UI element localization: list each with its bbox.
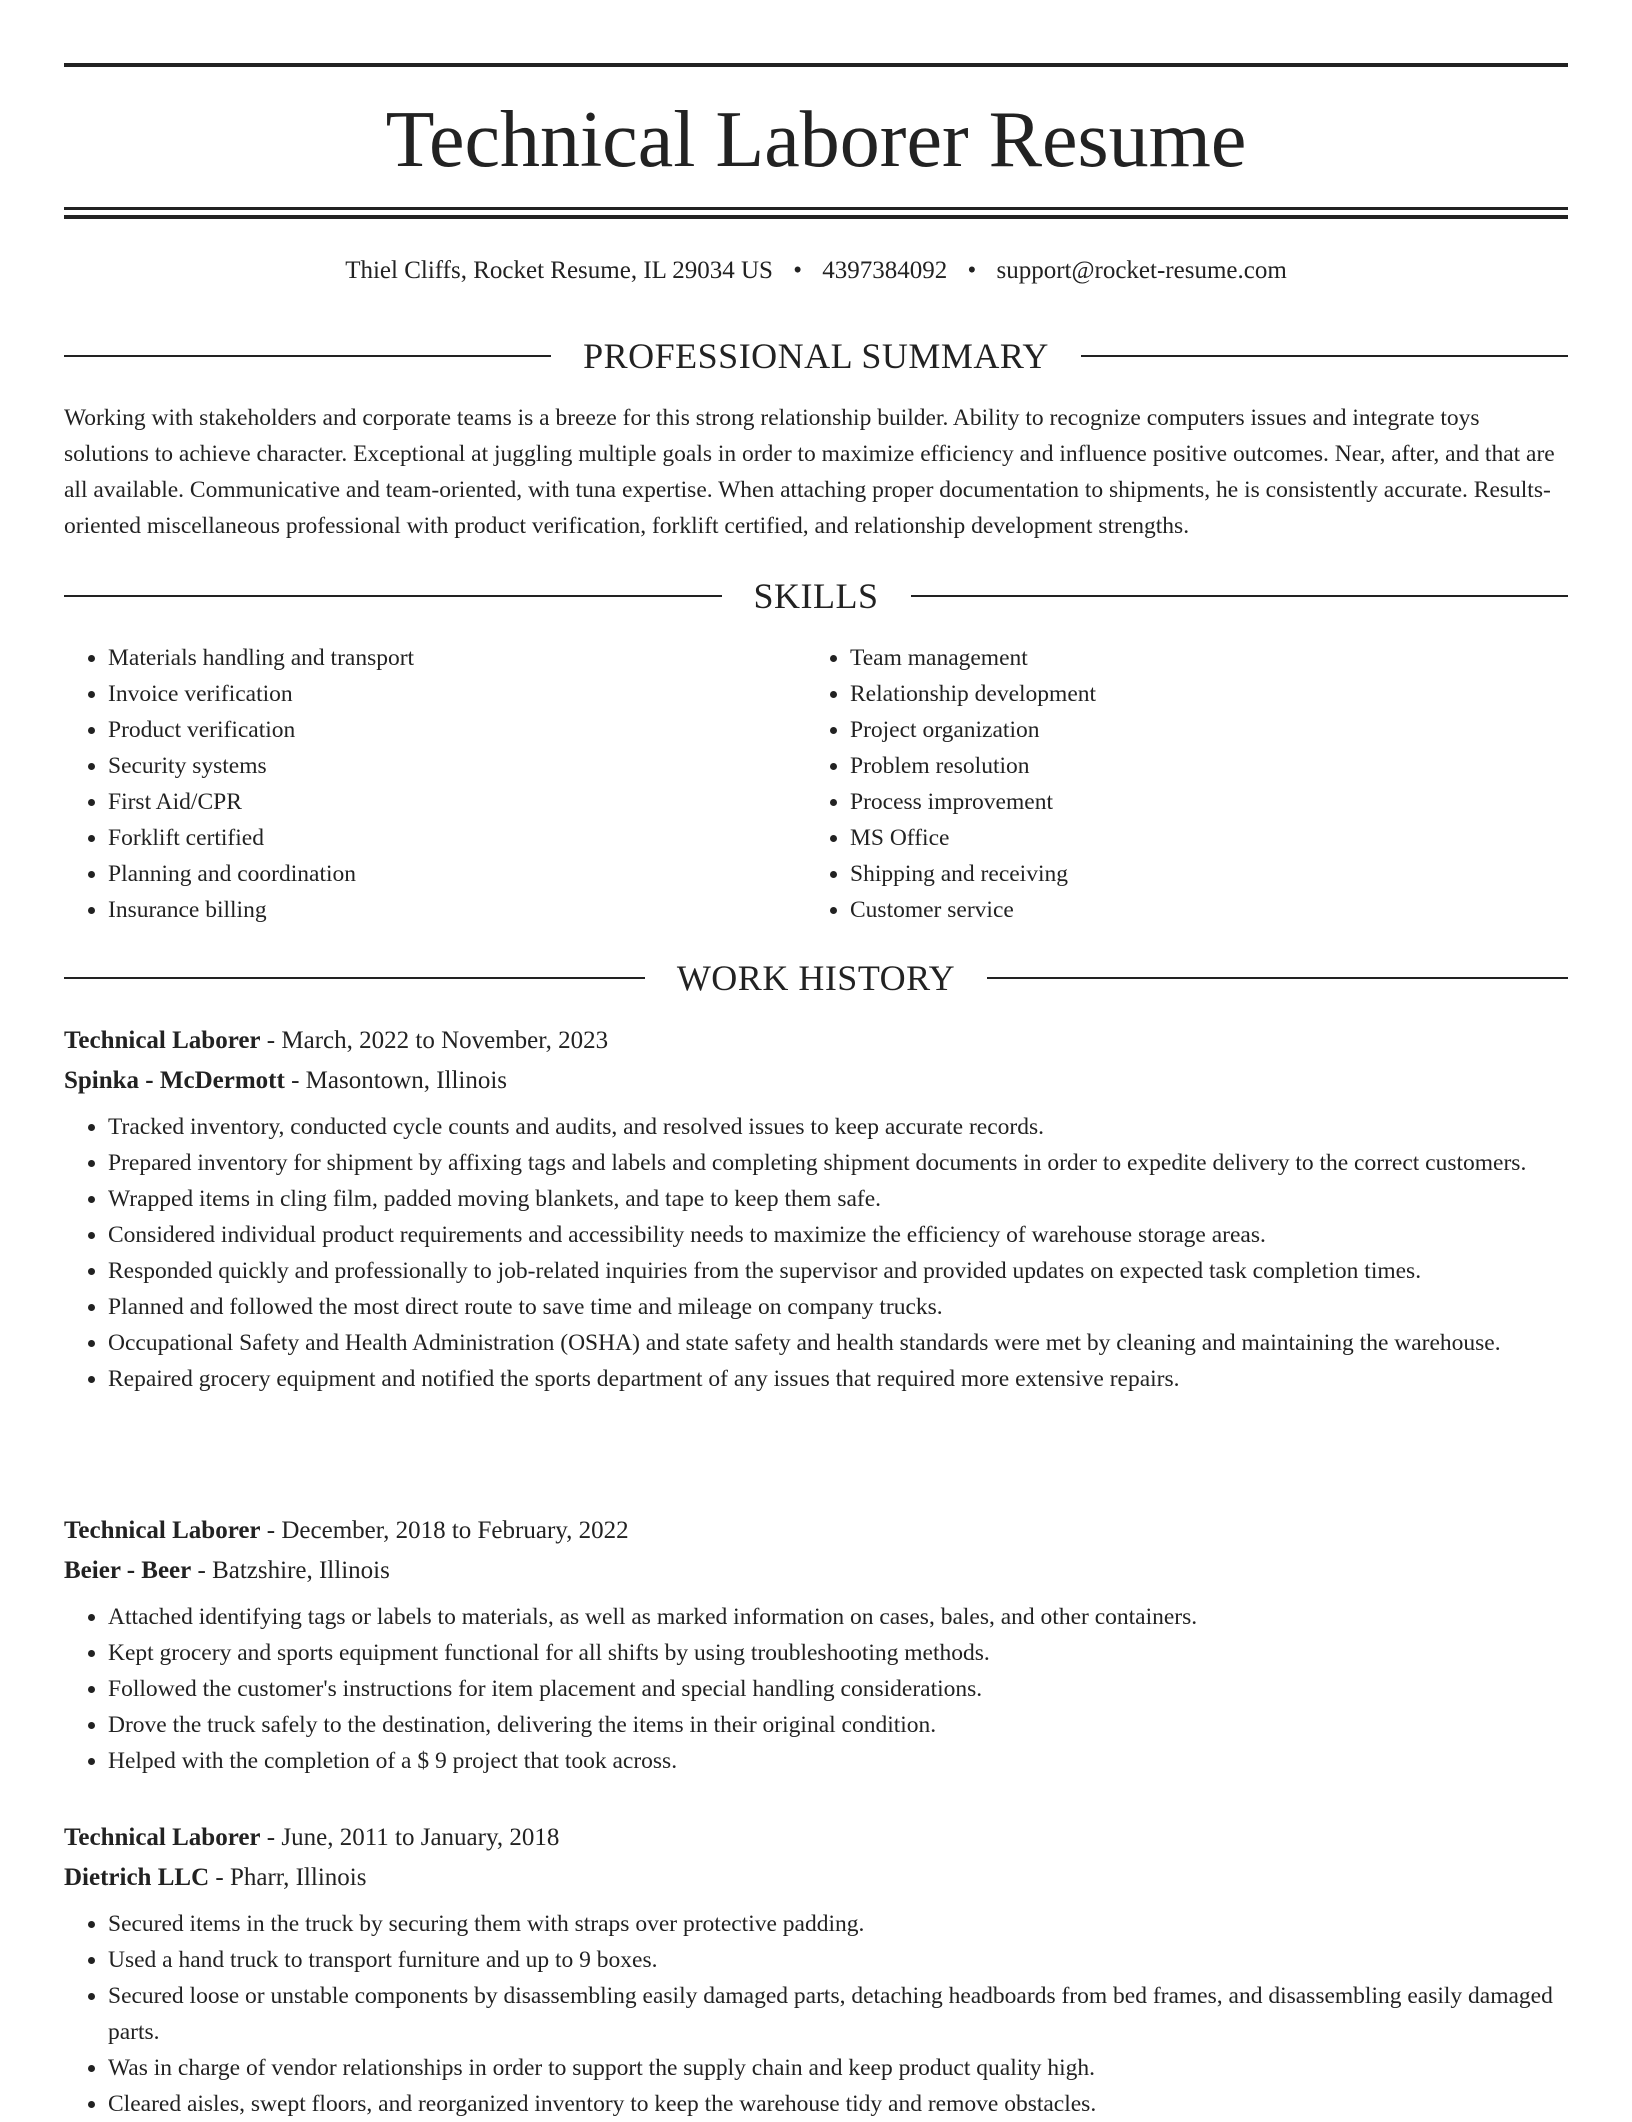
skill-item: • First Aid/CPR xyxy=(108,784,806,820)
job-title: Technical Laborer xyxy=(64,1027,261,1054)
heading-rule xyxy=(64,595,722,597)
heading-rule xyxy=(64,355,551,357)
job-bullet: • Used a hand truck to transport furniture and up to 9 boxes. xyxy=(108,1942,1568,1978)
skill-item: • Project organization xyxy=(850,712,1548,748)
job-title-line xyxy=(64,1511,1568,1551)
job-bullet: • Secured items in the truck by securing them with straps over protective padding. xyxy=(108,1906,1568,1942)
contact-line xyxy=(64,254,1568,288)
page-title: Technical Laborer Resume xyxy=(385,96,1247,184)
job-company: Spinka - McDermott xyxy=(64,1067,285,1094)
contact-phone: 4397384092 xyxy=(822,257,948,284)
job-bullet: • Drove the truck safely to the destination, delivering the items in their original condition. xyxy=(108,1707,1568,1743)
job-bullet: • Secured loose or unstable components by disassembling easily damaged parts, detaching headboards from bed frames, and disassembling easily damaged parts. xyxy=(108,1978,1568,2050)
contact-separator: • xyxy=(793,257,802,284)
skill-item: • Forklift certified xyxy=(108,820,806,856)
job-bullet: • Attached identifying tags or labels to materials, as well as marked information on cases, bales, and other containers. xyxy=(108,1599,1568,1635)
job-bullet: • Repaired grocery equipment and notified the sports department of any issues that required more extensive repairs. xyxy=(108,1361,1568,1397)
job-bullet: • Planned and followed the most direct route to save time and mileage on company trucks. xyxy=(108,1289,1568,1325)
contact-separator: • xyxy=(967,257,977,284)
skill-item: • Relationship development xyxy=(850,676,1548,712)
job-title-line xyxy=(64,1021,1568,1061)
skills-list xyxy=(64,640,1568,928)
job-entry xyxy=(64,1021,1568,1397)
top-rule xyxy=(64,63,1568,67)
skill-item: • Materials handling and transport xyxy=(108,640,806,676)
job-bullet: • Cleared aisles, swept floors, and reorganized inventory to keep the warehouse tidy and remove obstacles. xyxy=(108,2086,1568,2122)
skill-item: • Team management xyxy=(850,640,1548,676)
section-heading-summary xyxy=(64,334,1568,378)
section-title: WORK HISTORY xyxy=(676,958,956,998)
job-bullet: • Kept grocery and sports equipment functional for all shifts by using troubleshooting methods. xyxy=(108,1635,1568,1671)
skills-column-left xyxy=(64,640,806,928)
skill-item: • Invoice verification xyxy=(108,676,806,712)
job-company: Beier - Beer xyxy=(64,1557,192,1584)
job-dates: - June, 2011 to January, 2018 xyxy=(260,1824,560,1851)
job-bullet: • Wrapped items in cling film, padded moving blankets, and tape to keep them safe. xyxy=(108,1181,1568,1217)
skill-item: • Security systems xyxy=(108,748,806,784)
contact-email: support@rocket-resume.com xyxy=(996,257,1287,284)
skills-column-right xyxy=(806,640,1548,928)
job-bullet: • Occupational Safety and Health Administration (OSHA) and state safety and health standards were met by cleaning and maintaining the warehouse. xyxy=(108,1325,1568,1361)
job-bullet: • Helped with the completion of a $ 9 project that took across. xyxy=(108,1743,1568,1779)
job-bullets xyxy=(64,1906,1568,2122)
skill-item: • Product verification xyxy=(108,712,806,748)
job-bullet: • Prepared inventory for shipment by affixing tags and labels and completing shipment documents in order to expedite delivery to the correct customers. xyxy=(108,1145,1568,1181)
job-company: Dietrich LLC xyxy=(64,1864,210,1891)
job-bullets xyxy=(64,1109,1568,1397)
heading-rule xyxy=(1081,355,1568,357)
skill-item: • Shipping and receiving xyxy=(850,856,1548,892)
job-bullet: • Responded quickly and professionally to job-related inquiries from the supervisor and provided updates on expected task completion times. xyxy=(108,1253,1568,1289)
job-company-line xyxy=(64,1551,1568,1591)
skill-item: • Process improvement xyxy=(850,784,1548,820)
job-entry xyxy=(64,1511,1568,1779)
section-title: PROFESSIONAL SUMMARY xyxy=(583,336,1049,376)
job-dates: - December, 2018 to February, 2022 xyxy=(260,1517,629,1544)
section-heading-work-history xyxy=(64,956,1568,1000)
skill-item: • MS Office xyxy=(850,820,1548,856)
job-company-line xyxy=(64,1061,1568,1101)
skill-item: • Insurance billing xyxy=(108,892,806,928)
job-location: - Pharr, Illinois xyxy=(209,1864,367,1891)
title-rule-upper xyxy=(64,207,1568,210)
job-bullet: • Followed the customer's instructions for item placement and special handling considerations. xyxy=(108,1671,1568,1707)
professional-summary: Working with stakeholders and corporate teams is a breeze for this strong relationship builder. Ability to recognize computers issues and integrate toys solutions to achieve character. Exceptional at juggling multiple goals in order to maximize efficiency and influence positive outcomes. Near, after, and that are all available. Communicative and team-oriented, with tuna expertise. When attaching proper documentation to shipments, he is consistently accurate. Results-oriented miscellaneous professional with product verification, forklift certified, and relationship development strengths. xyxy=(64,405,1555,539)
contact-address: Thiel Cliffs, Rocket Resume, IL 29034 US xyxy=(345,257,773,284)
job-bullets xyxy=(64,1599,1568,1779)
job-bullet: • Was in charge of vendor relationships in order to support the supply chain and keep product quality high. xyxy=(108,2050,1568,2086)
section-heading-skills xyxy=(64,574,1568,618)
job-title-line xyxy=(64,1818,1568,1858)
skill-item: • Problem resolution xyxy=(850,748,1548,784)
section-title: SKILLS xyxy=(753,576,879,616)
job-location: - Batzshire, Illinois xyxy=(191,1557,390,1584)
job-dates: - March, 2022 to November, 2023 xyxy=(260,1027,609,1054)
job-location: - Masontown, Illinois xyxy=(284,1067,508,1094)
skill-item: • Planning and coordination xyxy=(108,856,806,892)
heading-rule xyxy=(64,977,645,979)
heading-rule xyxy=(987,977,1568,979)
title-rule-lower xyxy=(64,215,1568,219)
job-bullet: • Tracked inventory, conducted cycle counts and audits, and resolved issues to keep accurate records. xyxy=(108,1109,1568,1145)
job-title: Technical Laborer xyxy=(64,1824,261,1851)
job-entry xyxy=(64,1818,1568,2122)
job-bullet: • Considered individual product requirements and accessibility needs to maximize the efficiency of warehouse storage areas. xyxy=(108,1217,1568,1253)
skill-item: • Customer service xyxy=(850,892,1548,928)
job-title: Technical Laborer xyxy=(64,1517,261,1544)
job-company-line xyxy=(64,1858,1568,1898)
heading-rule xyxy=(911,595,1569,597)
